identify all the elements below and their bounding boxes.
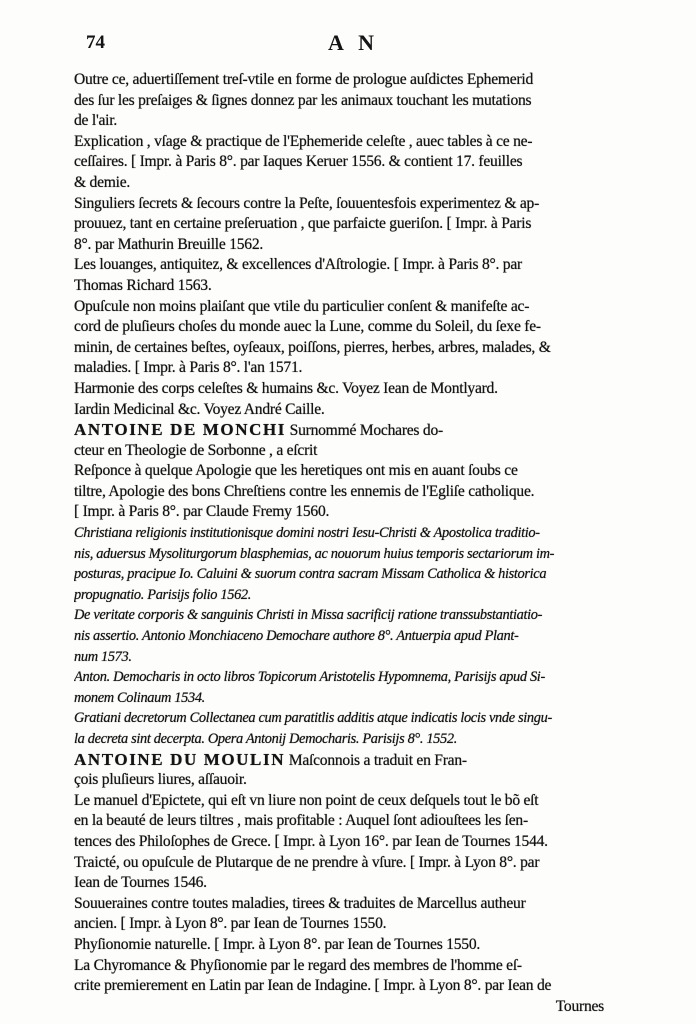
line-text: Singuliers ſecrets & ſecours contre la Peſte, ſouuentesfois experimentez & ap- [74, 194, 540, 212]
text-line [74, 667, 604, 688]
line-text: Gratiani decretorum Collectanea cum paratitlis additis atque indicatis locis vnde singu- [74, 710, 552, 727]
line-text: des ſur les preſaiges & ſignes donnez par les animaux touchant les mutations [74, 91, 532, 109]
line-text: posturas, pracipue Io. Caluini & suorum contra sacram Missam Catholica & historica [74, 566, 547, 583]
text-line [74, 400, 604, 421]
page-header [0, 30, 696, 58]
text-line [74, 441, 604, 462]
line-text: Anton. Democharis in octo libros Topicorum Aristotelis Hypomnema, Parisijs apud Si- [74, 669, 545, 686]
line-text: de l'air. [74, 112, 117, 130]
text-line [74, 91, 604, 112]
line-text: Iean de Tournes 1546. [74, 874, 207, 892]
text-line [74, 338, 604, 359]
text-line [74, 482, 604, 503]
line-text: monem Colinaum 1534. [74, 689, 205, 706]
line-text: cord de pluſieurs choſes du monde auec la Lune, comme du Soleil, du ſexe fe- [74, 318, 541, 336]
text-line [74, 255, 604, 276]
text-line [74, 626, 604, 647]
line-text: Harmonie des corps celeſtes & humains &c. Voyez Iean de Montlyard. [74, 379, 498, 397]
line-text: De veritate corporis & sanguinis Christi in Missa sacrificij ratione transsubstantiatio- [74, 607, 543, 624]
line-text: maladies. [ Impr. à Paris 8°. l'an 1571. [74, 359, 303, 377]
text-line [74, 791, 604, 812]
text-line [74, 832, 604, 853]
line-text: nis, aduersus Mysoliturgorum blasphemias, ac nouorum huius temporis sectariorum im- [74, 545, 555, 562]
text-line [74, 729, 604, 750]
page-body [74, 70, 604, 1017]
line-text: & demie. [74, 173, 131, 191]
text-line [74, 194, 604, 215]
line-text: Opuſcule non moins plaiſant que vtile du particulier conſent & manifeſte ac- [74, 297, 530, 315]
line-text: crite premierement en Latin par Iean de Indagine. [ Impr. à Lyon 8°. par Iean de [74, 977, 552, 995]
line-text: Christiana religionis institutionisque domini nostri Iesu-Christi & Apostolica traditio- [74, 525, 540, 542]
line-text: Reſponce à quelque Apologie que les heretiques ont mis en auant ſoubs ce [74, 462, 518, 480]
line-text: nis assertio. Antonio Monchiaceno Demochare authore 8°. Antuerpia apud Plant- [74, 628, 519, 645]
line-text: çois pluſieurs liures, aſſauoir. [74, 771, 247, 789]
text-line [74, 853, 604, 874]
line-text: Tournes [555, 997, 604, 1015]
author-heading-line [74, 750, 604, 771]
text-line [74, 132, 604, 153]
text-line [74, 461, 604, 482]
line-text: Surnommé Mochares do- [286, 422, 443, 440]
text-line [74, 914, 604, 935]
line-text: Le manuel d'Epictete, qui eſt vn liure non point de ceux deſquels tout le bõ eſt [74, 791, 539, 809]
line-text: tences des Philoſophes de Grece. [ Impr. à Lyon 16°. par Iean de Tournes 1544. [74, 832, 548, 850]
line-text: Iardin Medicinal &c. Voyez André Caille. [74, 400, 325, 418]
line-text: prouuez, tant en certaine preſeruation , que parfaicte gueriſon. [ Impr. à Paris [74, 215, 532, 233]
text-line [74, 235, 604, 256]
text-line [74, 688, 604, 709]
text-line [74, 770, 604, 791]
line-text: num 1573. [74, 648, 132, 665]
line-text: Souueraines contre toutes maladies, tirees & traduites de Marcellus autheur [74, 894, 526, 912]
text-line [74, 152, 604, 173]
line-text: ancien. [ Impr. à Lyon 8°. par Iean de Tournes 1550. [74, 915, 387, 933]
author-heading-line [74, 420, 604, 441]
text-line [74, 708, 604, 729]
text-line [74, 647, 604, 668]
text-line [74, 605, 604, 626]
line-text: 8°. par Mathurin Breuille 1562. [74, 235, 264, 253]
line-text: cteur en Theologie de Sorbonne , a eſcrit [74, 441, 318, 459]
line-text: propugnatio. Parisijs folio 1562. [74, 586, 252, 603]
text-line [74, 297, 604, 318]
line-text: tiltre, Apologie des bons Chreſtiens contre les ennemis de l'Egliſe catholique. [74, 482, 535, 500]
line-text: en la beauté de leurs tiltres , mais profitable : Auquel ſont adiouſtees les ſen- [74, 812, 528, 830]
text-line [74, 544, 604, 565]
text-line [74, 811, 604, 832]
author-name: ANTOINE DE MONCHI [74, 420, 287, 440]
text-line [74, 873, 604, 894]
text-line [74, 379, 604, 400]
author-name: ANTOINE DU MOULIN [74, 749, 286, 769]
text-line [74, 502, 604, 523]
text-line [74, 935, 604, 956]
line-text: minin, de certaines beſtes, oyſeaux, poiſſons, pierres, herbes, arbres, malades, & [74, 338, 551, 356]
text-line [74, 111, 604, 132]
line-text: Explication , vſage & practique de l'Ephemeride celeſte , auec tables à ce ne- [74, 132, 533, 150]
text-line [74, 564, 604, 585]
line-text: Outre ce, aduertiſſement treſ-vtile en forme de prologue auſdictes Ephemerid [74, 71, 534, 88]
line-text: Traicté, ou opuſcule de Plutarque de ne prendre à vſure. [ Impr. à Lyon 8°. par [74, 853, 540, 871]
text-line [74, 523, 604, 544]
line-text: Maſconnois a traduit en Fran- [285, 751, 467, 769]
line-text: la decreta sint decerpta. Opera Antonij Democharis. Parisijs 8°. 1552. [74, 731, 457, 747]
text-line [74, 585, 604, 606]
text-line [74, 173, 604, 194]
text-line [74, 214, 604, 235]
line-text: Thomas Richard 1563. [74, 276, 212, 294]
text-line [74, 997, 604, 1018]
text-line [74, 70, 604, 91]
text-line [74, 358, 604, 379]
text-line [74, 317, 604, 338]
page-number: 74 [86, 32, 105, 53]
text-line [74, 894, 604, 915]
running-head: A N [328, 30, 380, 55]
line-text: Les louanges, antiquitez, & excellences d'Aſtrologie. [ Impr. à Paris 8°. par [74, 256, 522, 274]
line-text: Phyſionomie naturelle. [ Impr. à Lyon 8°. par Iean de Tournes 1550. [74, 935, 481, 953]
text-line [74, 276, 604, 297]
line-text: [ Impr. à Paris 8°. par Claude Fremy 1560. [74, 503, 330, 521]
line-text: La Chyromance & Phyſionomie par le regard des membres de l'homme eſ- [74, 956, 522, 974]
text-line [74, 956, 604, 977]
line-text: ceſſaires. [ Impr. à Paris 8°. par Iaques Keruer 1556. & contient 17. feuilles [74, 153, 523, 171]
text-line [74, 976, 604, 997]
